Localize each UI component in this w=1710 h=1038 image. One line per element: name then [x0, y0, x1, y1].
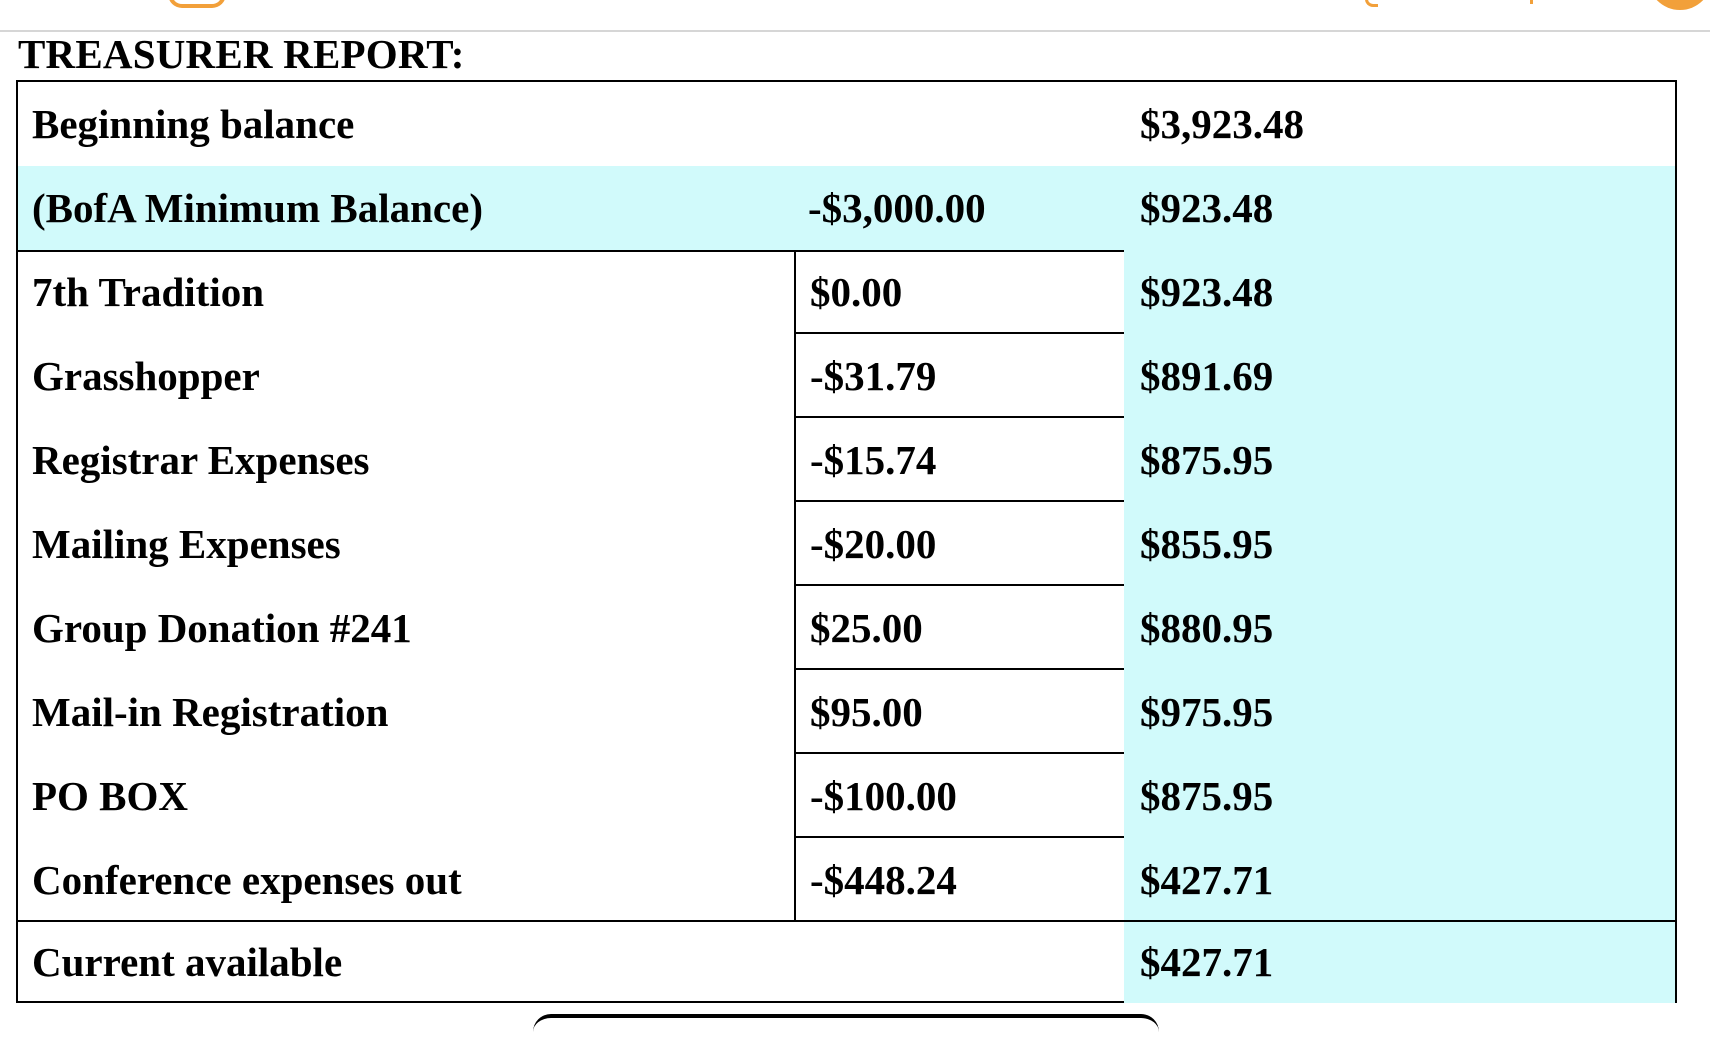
- toolbar-graphic-mark: [1530, 0, 1533, 4]
- row-label: Mailing Expenses: [32, 521, 341, 567]
- report-title: TREASURER REPORT:: [18, 31, 465, 77]
- bottom-edge-control: [533, 1014, 1159, 1038]
- row-balance: $427.71: [1124, 922, 1675, 1003]
- table-row-current-available: [18, 920, 1675, 1003]
- table-row: [18, 670, 1675, 754]
- table-row: [18, 754, 1675, 838]
- table-row-minimum-balance: [18, 166, 1675, 252]
- row-label: Group Donation #241: [32, 605, 412, 651]
- row-balance: $880.95: [1124, 586, 1675, 670]
- row-balance: $3,923.48: [1140, 101, 1304, 147]
- row-amount: -$20.00: [794, 502, 1124, 586]
- table-row: [18, 418, 1675, 502]
- row-label: Grasshopper: [32, 353, 260, 399]
- row-amount: [794, 82, 1124, 166]
- table-row: [18, 250, 1675, 334]
- row-balance: $891.69: [1124, 334, 1675, 418]
- row-label: (BofA Minimum Balance): [32, 185, 483, 231]
- top-toolbar-strip: [0, 0, 1710, 32]
- row-amount: $25.00: [794, 586, 1124, 670]
- row-balance: $427.71: [1124, 838, 1675, 922]
- table-row: [18, 334, 1675, 418]
- table-row: [18, 838, 1675, 922]
- row-balance: $855.95: [1124, 502, 1675, 586]
- row-balance: $975.95: [1124, 670, 1675, 754]
- toolbar-graphic-mid: [1365, 0, 1378, 7]
- toolbar-graphic-left: [168, 0, 226, 8]
- row-balance: $875.95: [1124, 754, 1675, 838]
- row-label: Conference expenses out: [32, 857, 462, 903]
- row-label: 7th Tradition: [32, 269, 265, 315]
- row-amount: -$100.00: [794, 754, 1124, 838]
- avatar[interactable]: [1648, 0, 1710, 10]
- row-balance: $923.48: [1124, 250, 1675, 334]
- row-amount: -$31.79: [794, 334, 1124, 418]
- row-balance: $875.95: [1124, 418, 1675, 502]
- row-balance: $923.48: [1140, 185, 1274, 231]
- table-row: [18, 586, 1675, 670]
- table-row: [18, 502, 1675, 586]
- row-amount: $95.00: [794, 670, 1124, 754]
- treasurer-report-table: [16, 80, 1677, 1003]
- row-label: Current available: [32, 939, 343, 985]
- row-label: Registrar Expenses: [32, 437, 370, 483]
- row-label: PO BOX: [32, 773, 189, 819]
- row-amount: -$448.24: [794, 838, 1124, 922]
- row-amount: -$3,000.00: [808, 185, 986, 231]
- table-row-beginning-balance: [18, 82, 1675, 166]
- row-amount: -$15.74: [794, 418, 1124, 502]
- row-label: Beginning balance: [32, 101, 355, 147]
- row-label: Mail-in Registration: [32, 689, 389, 735]
- row-amount: $0.00: [794, 250, 1124, 334]
